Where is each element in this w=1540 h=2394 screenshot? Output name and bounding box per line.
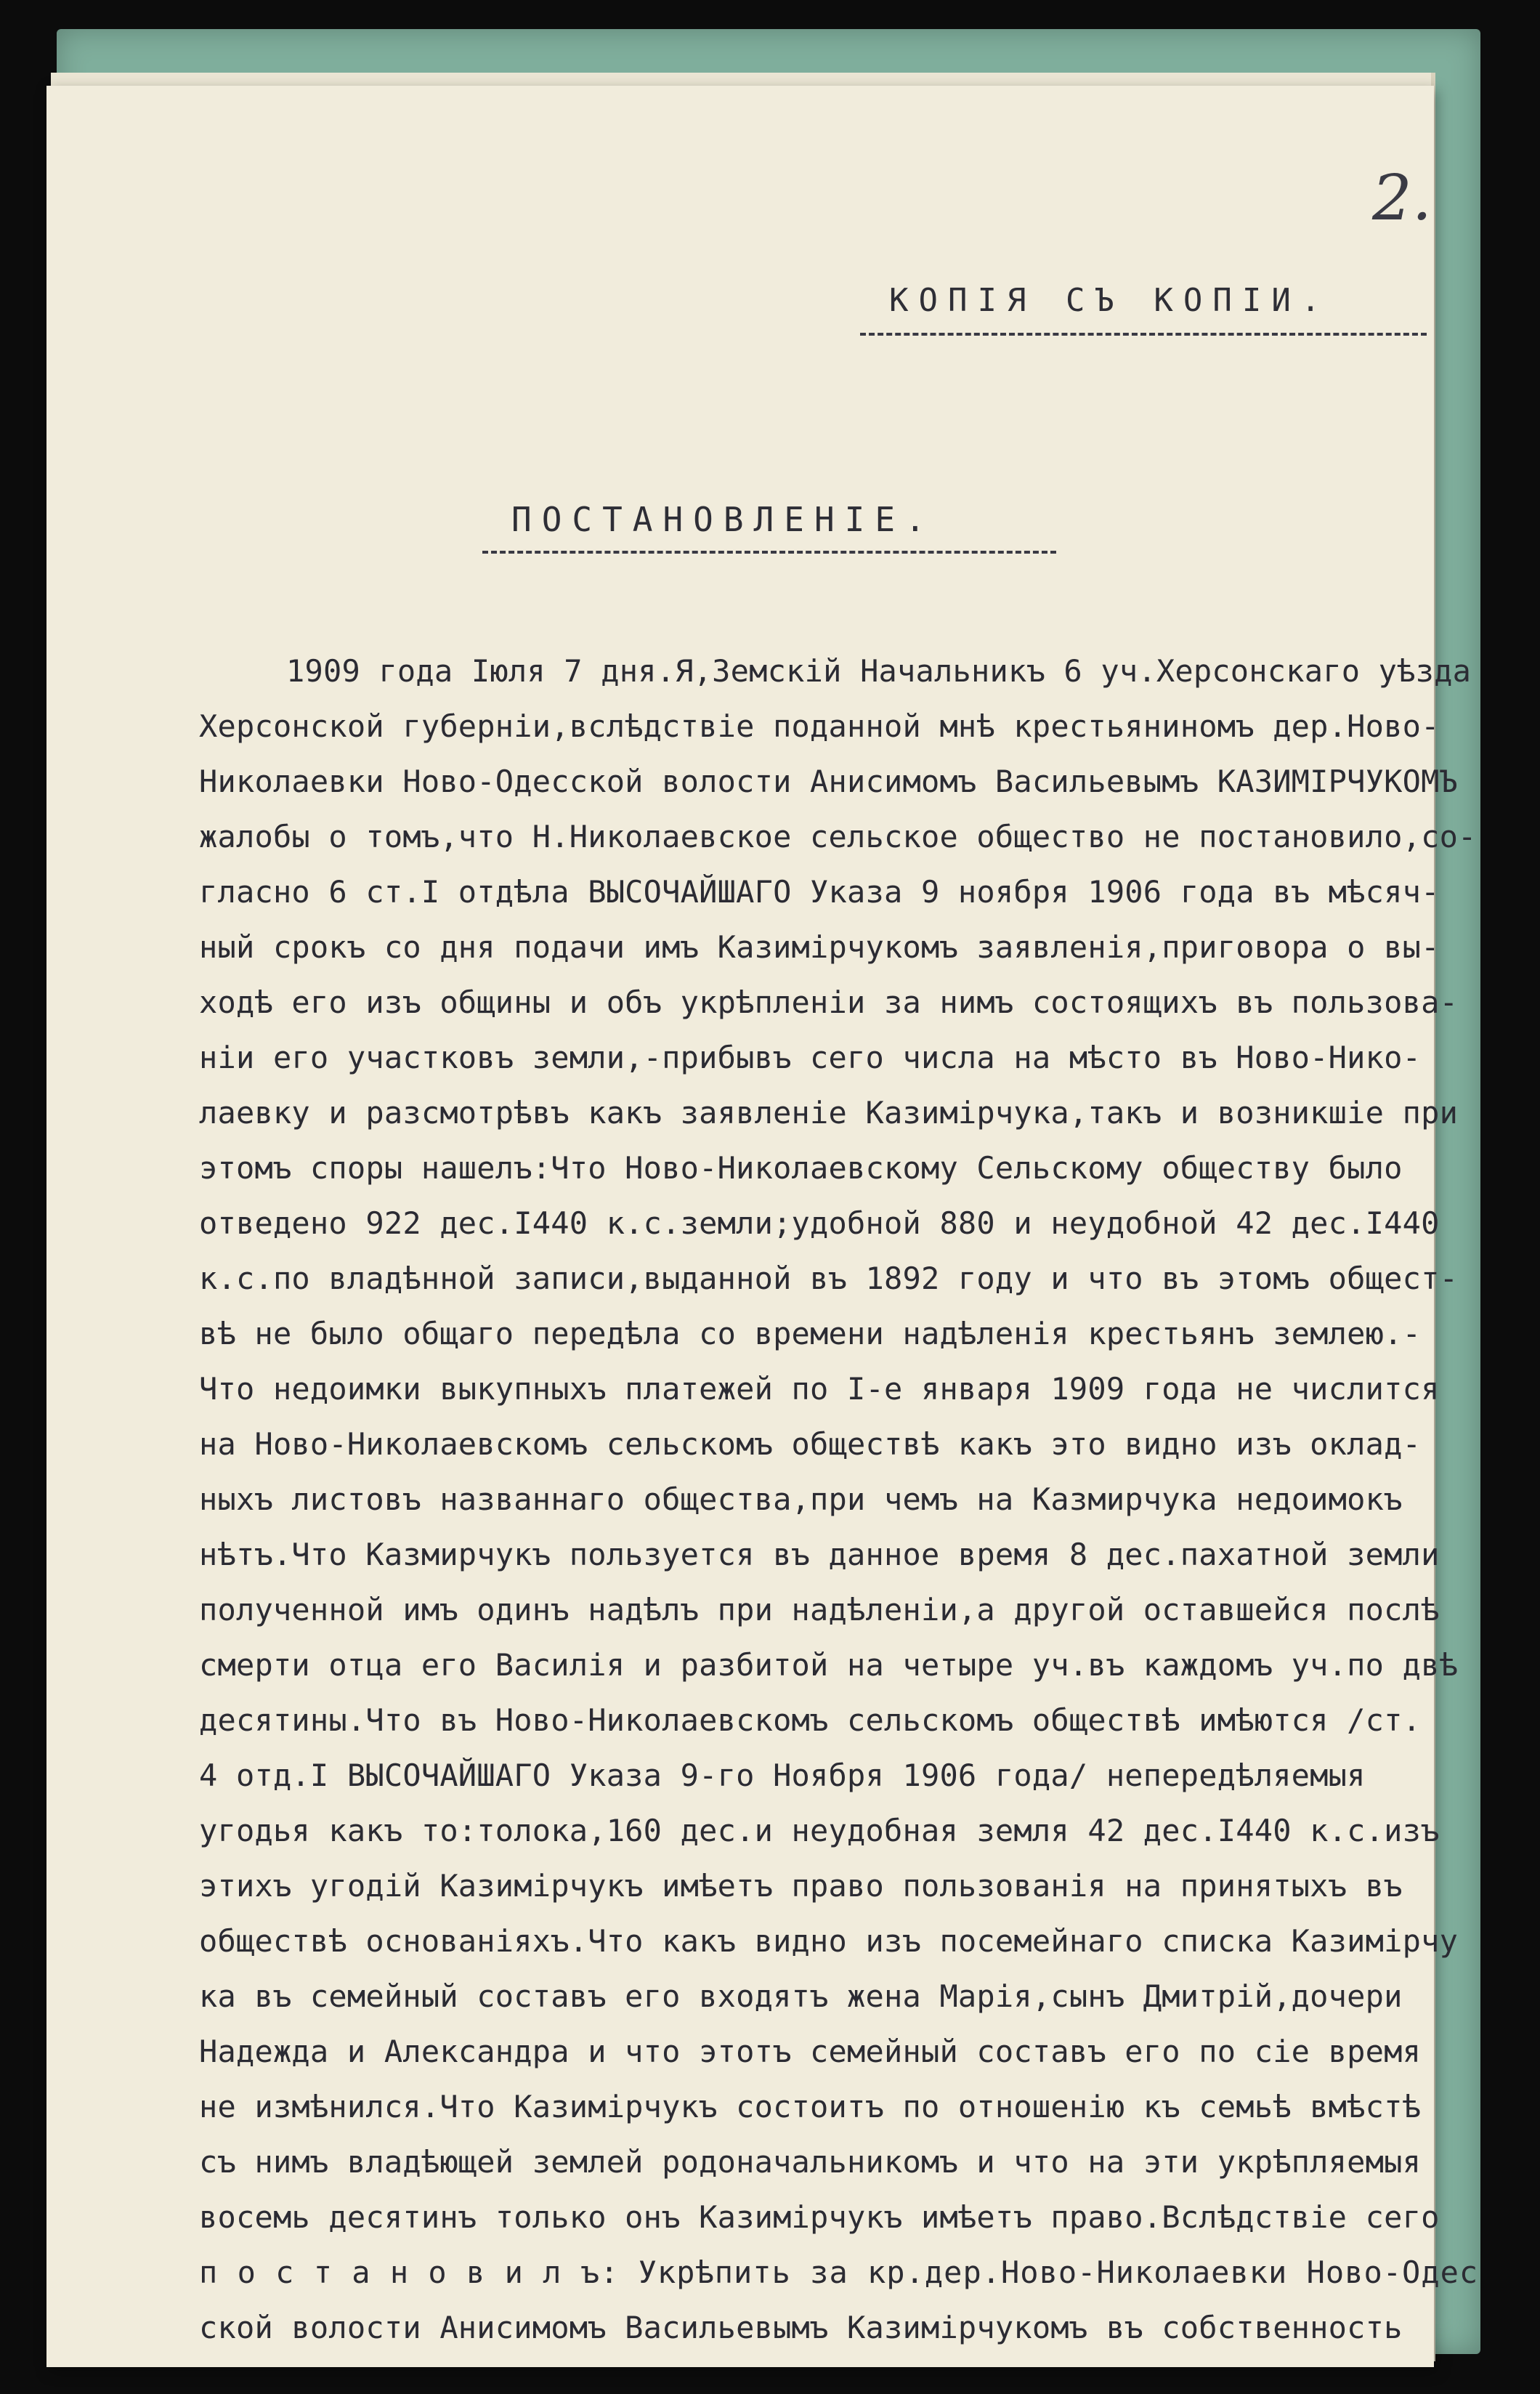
text-line: съ нимъ владѣющей землей родоначальникомъ и что на эти укрѣпляемыя (199, 2144, 1422, 2180)
text-line: жалобы о томъ,что Н.Николаевское сельское общество не постановило,со- (199, 819, 1477, 854)
text-line: нѣтъ.Что Казмирчукъ пользуется въ данное время 8 дес.пахатной земли (199, 1537, 1440, 1572)
text-line: ходѣ его изъ общины и объ укрѣпленіи за нимъ состоящихъ въ пользова- (199, 984, 1459, 1020)
copy-header: КОПІЯ СЪ КОПІИ. (889, 282, 1331, 319)
text-line: ка въ семейный составъ его входятъ жена Марія,сынъ Дмитрій,дочери (199, 1978, 1403, 2014)
text-line: вѣ не было общаго передѣла со времени надѣленія крестьянъ землею.- (199, 1316, 1422, 1351)
text-line: восемь десятинъ только онъ Казимірчукъ имѣетъ право.Вслѣдствіе сего (199, 2199, 1440, 2235)
text-line: Николаевки Ново-Одесской волости Анисимомъ Васильевымъ КАЗИМІРЧУКОМЪ (199, 764, 1459, 799)
document-page (46, 86, 1479, 2367)
page-number: 2. (1372, 162, 1432, 235)
text-line: ный срокъ со дня подачи имъ Казимірчукомъ заявленія,приговора о вы- (199, 929, 1440, 965)
text-line: отведено 922 дес.I440 к.с.земли;удобной 880 и неудобной 42 дес.I440 (199, 1205, 1440, 1241)
text-line: к.с.по владѣнной записи,выданной въ 1892 году и что въ этомъ общест- (199, 1261, 1459, 1296)
text-line: не измѣнился.Что Казимірчукъ состоитъ по отношенію къ семьѣ вмѣстѣ (199, 2089, 1422, 2124)
text-line: Херсонской губерніи,вслѣдствіе поданной мнѣ крестьяниномъ дер.Ново- (199, 708, 1440, 744)
text-line: Что недоимки выкупныхъ платежей по I-е января 1909 года не числится (199, 1371, 1440, 1407)
text-line: угодья какъ то:толока,160 дес.и неудобная земля 42 дес.I440 к.с.изъ (199, 1813, 1440, 1848)
document-title: ПОСТАНОВЛЕНІЕ. (511, 500, 936, 539)
text-line: ніи его участковъ земли,-прибывъ сего числа на мѣсто въ Ново-Нико- (199, 1040, 1422, 1075)
text-line: ныхъ листовъ названнаго общества,при чемъ на Казмирчука недоимокъ (199, 1481, 1403, 1517)
header-underline (860, 333, 1427, 336)
text-line: лаевку и разсмотрѣвъ какъ заявленіе Казимірчука,такъ и возникшіе при (199, 1095, 1459, 1131)
text-line: п о с т а н о в и л ъ: Укрѣпить за кр.дер.Ново-Николаевки Ново-Одес (199, 2255, 1479, 2290)
text-line: десятины.Что въ Ново-Николаевскомъ сельскомъ обществѣ имѣются /ст. (199, 1702, 1422, 1738)
text-line: Надежда и Александра и что этотъ семейный составъ его по сіе время (199, 2034, 1422, 2069)
text-line: полученной имъ одинъ надѣлъ при надѣленіи,а другой оставшейся послѣ (199, 1592, 1440, 1627)
text-line: этихъ угодій Казимірчукъ имѣетъ право пользованія на принятыхъ въ (199, 1868, 1403, 1904)
text-line: 4 отд.I ВЫСОЧАЙШАГО Указа 9-го Ноября 1906 года/ непередѣляемыя (199, 1758, 1366, 1793)
text-line: обществѣ основаніяхъ.Что какъ видно изъ посемейнаго списка Казимірчу (199, 1923, 1459, 1959)
text-line: смерти отца его Василія и разбитой на четыре уч.въ каждомъ уч.по двѣ (199, 1647, 1459, 1683)
text-line: на Ново-Николаевскомъ сельскомъ обществѣ какъ это видно изъ оклад- (199, 1426, 1422, 1462)
text-line: ской волости Анисимомъ Васильевымъ Казимірчукомъ въ собственность (199, 2310, 1403, 2345)
body-text (199, 644, 1479, 2355)
text-line: 1909 года Іюля 7 дня.Я,Земскій Начальникъ 6 уч.Херсонскаго уѣзда (286, 653, 1472, 689)
text-line: гласно 6 ст.I отдѣла ВЫСОЧАЙШАГО Указа 9 ноября 1906 года въ мѣсяч- (199, 874, 1440, 910)
text-line: этомъ споры нашелъ:Что Ново-Николаевскому Сельскому обществу было (199, 1150, 1403, 1186)
title-underline (482, 551, 1056, 554)
